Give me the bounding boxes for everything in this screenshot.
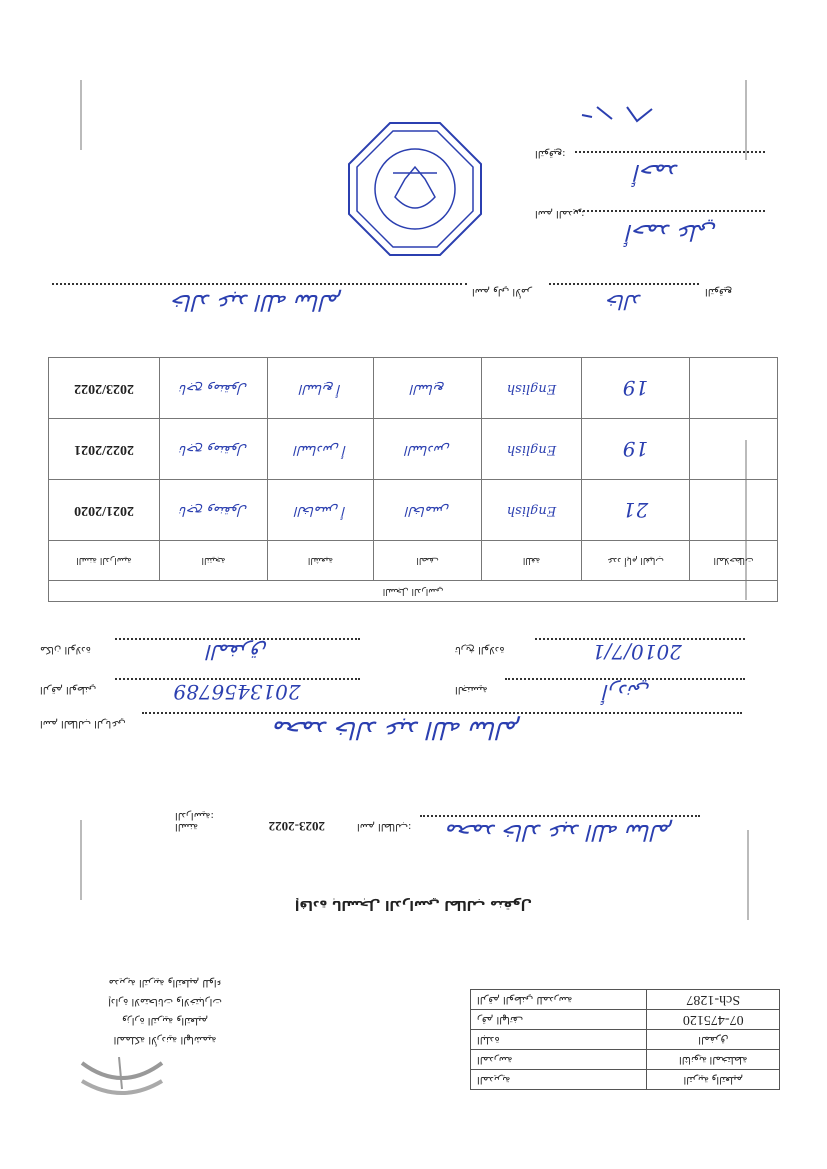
- dotted-line: [575, 151, 765, 153]
- section-cell: السابع أ: [268, 358, 374, 419]
- scan-line: [80, 80, 82, 150]
- header-line: المملكة الأردنية الهاشمية: [113, 1034, 217, 1045]
- info-value: الثانوية المختلطة: [647, 1050, 780, 1070]
- result-cell: ناجح ومنقول: [160, 358, 268, 419]
- table-row: [471, 1050, 780, 1070]
- section-cell: الخامس أ: [268, 480, 374, 541]
- absence-cell: 19: [582, 419, 690, 480]
- info-value: المفرق: [647, 1030, 780, 1050]
- official-stamp-icon: [345, 119, 485, 259]
- birth-place-label: مكان الولادة: [40, 644, 91, 655]
- signature-scribble-icon: [577, 99, 657, 129]
- notes-cell: [690, 358, 778, 419]
- table-row: [471, 1030, 780, 1050]
- table-row: [471, 990, 780, 1010]
- column-header: الملاحظات: [690, 541, 778, 581]
- info-value: التربية والتعليم: [647, 1070, 780, 1090]
- dotted-line: [549, 283, 699, 285]
- table-row: [471, 1070, 780, 1090]
- year-cell: 2022/2021: [49, 419, 160, 480]
- school-year: 2023-2022: [268, 819, 325, 834]
- column-header: السنة الدراسية: [49, 541, 160, 581]
- info-value: Sch-1287: [647, 990, 780, 1010]
- notes-cell: [690, 480, 778, 541]
- guardian-name-handwritten: خالد عبد الله سالم: [172, 289, 342, 314]
- guardian-signature-handwritten: خالد: [606, 290, 643, 314]
- year-cell: 2023/2022: [49, 358, 160, 419]
- table-row: [471, 1010, 780, 1030]
- full-name-label: اسم الطالب الرباعي: [40, 718, 126, 729]
- language-cell: English: [482, 419, 582, 480]
- result-cell: ناجح ومنقول: [160, 480, 268, 541]
- info-label: المدرسة: [471, 1050, 647, 1070]
- school-info-table: [470, 989, 780, 1090]
- full-name-handwritten: محمد خالد عبد الله سالم: [273, 716, 521, 744]
- result-cell: ناجح ومنقول: [160, 419, 268, 480]
- grade-cell: الخامس: [374, 480, 482, 541]
- table-row: [49, 419, 778, 480]
- principal-name-label: اسم المدير:: [535, 208, 585, 219]
- dotted-line: [575, 210, 765, 212]
- signature-label: التوقيع:: [535, 148, 566, 159]
- scan-line: [747, 830, 749, 920]
- column-header: الشعبة: [268, 541, 374, 581]
- column-header: عدد أيام الغياب: [582, 541, 690, 581]
- section-cell: السادس أ: [268, 419, 374, 480]
- principal-signature-handwritten: أحمد: [635, 159, 679, 184]
- notes-cell: [690, 419, 778, 480]
- language-cell: English: [482, 358, 582, 419]
- ministry-logo-icon: [77, 1057, 167, 1103]
- header-line: وزارة التربية والتعليم: [122, 1015, 208, 1026]
- table-caption: السجل الدراسي: [49, 581, 778, 602]
- header-line: إدارة الامتحانات والاختبارات: [108, 996, 222, 1007]
- table-header-row: [49, 541, 778, 581]
- ministry-header: [40, 973, 290, 1049]
- national-id-label: الرقم الوطني: [40, 684, 97, 695]
- column-header: اللغة: [482, 541, 582, 581]
- table-row: [49, 358, 778, 419]
- dotted-line: [142, 712, 742, 714]
- grade-cell: السابع: [374, 358, 482, 419]
- dotted-line: [420, 815, 700, 817]
- info-value: 07-475120: [647, 1010, 780, 1030]
- scan-line: [80, 820, 82, 900]
- academic-record-table: [48, 357, 778, 602]
- year-label: السنة الدراسية:: [175, 810, 214, 832]
- absence-cell: 21: [582, 480, 690, 541]
- header-line: مديرية التربية والتعليم للواء: [108, 977, 222, 988]
- nationality-label: الجنسية: [455, 684, 488, 695]
- table-row: [49, 480, 778, 541]
- grade-cell: السادس: [374, 419, 482, 480]
- info-label: الرقم الوطني للمدرسة: [471, 990, 647, 1010]
- document-title: إفادة بالسجل الدراسي لطالب منقول: [294, 897, 533, 912]
- info-label: المديرية: [471, 1070, 647, 1090]
- info-label: رقم الهاتف: [471, 1010, 647, 1030]
- birth-place-handwritten: المفرق: [207, 640, 267, 664]
- scan-line: [745, 80, 747, 160]
- guardian-signature-label: التوقيع: [705, 286, 733, 297]
- column-header: النتيجة: [160, 541, 268, 581]
- info-label: البلدة: [471, 1030, 647, 1050]
- birth-date-label: تاريخ الولادة: [455, 644, 505, 655]
- absence-cell: 19: [582, 358, 690, 419]
- column-header: الصف: [374, 541, 482, 581]
- principal-name-handwritten: أحمد علي: [627, 219, 717, 244]
- year-cell: 2021/2020: [49, 480, 160, 541]
- nationality-handwritten: أردني: [603, 680, 651, 704]
- dotted-line: [52, 283, 467, 285]
- student-name-handwritten: محمد خالد عبد الله سالم: [446, 819, 673, 844]
- national-id-handwritten: 2013456789: [173, 680, 301, 704]
- language-cell: English: [482, 480, 582, 541]
- guardian-name-label: اسم ولي الأمر: [472, 286, 532, 297]
- birth-date-handwritten: 2010/7/1: [592, 640, 682, 664]
- student-name-label: اسم الطالب:: [357, 821, 412, 832]
